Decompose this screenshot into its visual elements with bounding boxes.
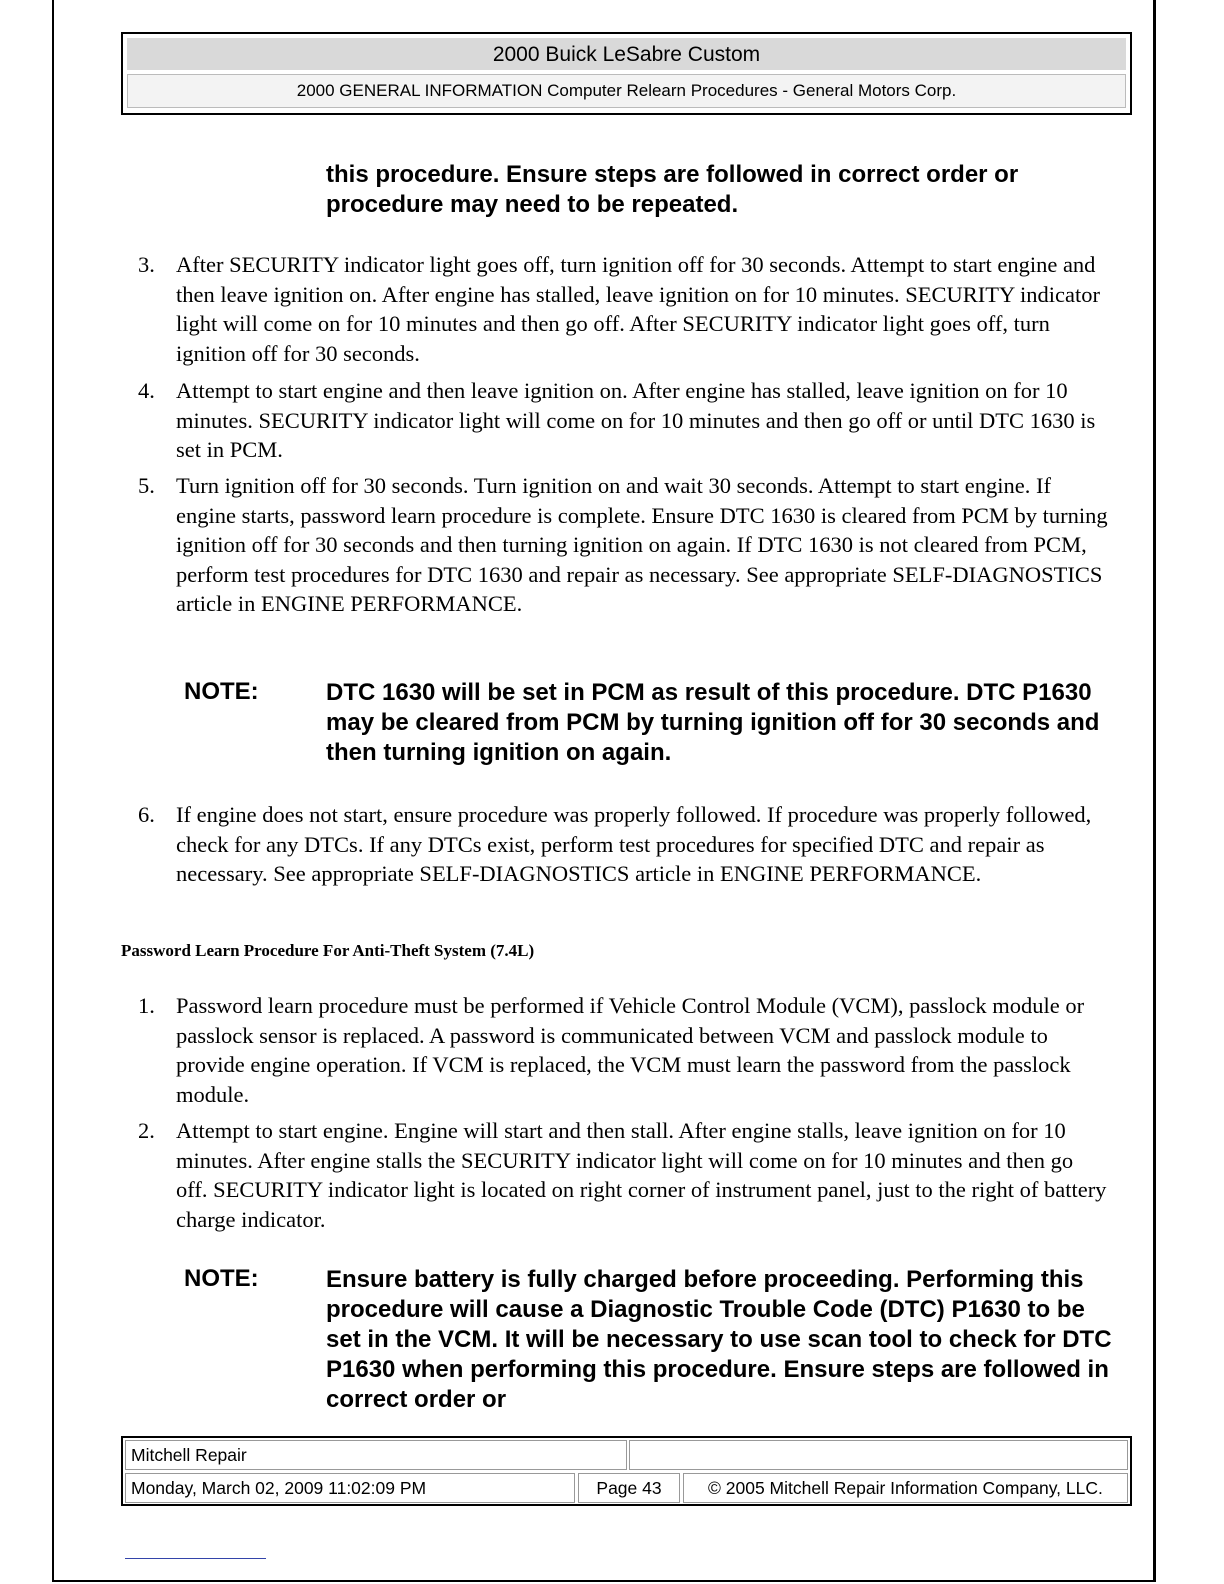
list-item — [138, 991, 1108, 1109]
page-header — [121, 32, 1132, 115]
step-text: Password learn procedure must be performed if Vehicle Control Module (VCM), passlock module or passlock sensor is replaced. A password is communicated between VCM and passlock module to provide engine operation. If VCM is replaced, the VCM must learn the password from the passlock module. — [176, 993, 1085, 1107]
note-text: DTC 1630 will be set in PCM as result of this procedure. DTC P1630 may be cleared from PCM by turning ignition off for 30 seconds and then turning ignition on again. — [326, 679, 1100, 766]
step-text: Attempt to start engine. Engine will start and then stall. After engine stalls, leave ignition on for 10 minutes. After engine stalls the SECURITY indicator light will come on for 10 minutes and then go off. SECURITY indicator light is located on right corner of instrument panel, just to the right of battery charge indicator. — [176, 1118, 1107, 1232]
list-item — [138, 250, 1108, 368]
step-number: 1. — [138, 993, 155, 1018]
step-number: 6. — [138, 802, 155, 827]
note-label: NOTE: — [184, 1265, 259, 1292]
footer-copyright: © 2005 Mitchell Repair Information Company, LLC. — [683, 1473, 1128, 1503]
step-text: Turn ignition off for 30 seconds. Turn ignition on and wait 30 seconds. Attempt to start engine. If engine starts, password learn procedure is complete. Ensure DTC 1630 is cleared from PCM by turning ignition off for 30 seconds and then turning ignition on again. If DTC 1630 is not cleared from PCM, perform test procedures for DTC 1630 and repair as necessary. See appropriate SELF-DIAGNOSTICS article in ENGINE PERFORMANCE. — [176, 473, 1108, 616]
list-item — [138, 471, 1108, 619]
step-number: 4. — [138, 378, 155, 403]
step-number: 3. — [138, 252, 155, 277]
document-subtitle: 2000 GENERAL INFORMATION Computer Relearn Procedures - General Motors Corp. — [127, 74, 1126, 108]
note-label: NOTE: — [184, 678, 259, 705]
list-item — [138, 800, 1108, 889]
note-text: Ensure battery is fully charged before proceeding. Performing this procedure will cause a Diagnostic Trouble Code (DTC) P1630 to be set in the VCM. It will be necessary to use scan tool to check for DTC P1630 when performing this procedure. Ensure steps are followed in correct order or — [326, 1266, 1112, 1413]
footer-company: Mitchell Repair — [125, 1440, 627, 1470]
page-number: Page 43 — [578, 1473, 680, 1503]
step-number: 2. — [138, 1118, 155, 1143]
document-title: 2000 Buick LeSabre Custom — [127, 38, 1126, 70]
step-number: 5. — [138, 473, 155, 498]
section-heading: Password Learn Procedure For Anti-Theft System (7.4L) — [121, 941, 535, 960]
bottom-rule — [125, 1558, 266, 1559]
footer-empty-cell — [629, 1440, 1128, 1470]
step-text: If engine does not start, ensure procedure was properly followed. If procedure was properly followed, check for any DTCs. If any DTCs exist, perform test procedures for specified DTC and repair as necessary. See appropriate SELF-DIAGNOSTICS article in ENGINE PERFORMANCE. — [176, 802, 1092, 886]
list-item — [138, 376, 1108, 465]
page-footer — [121, 1436, 1132, 1506]
step-text: After SECURITY indicator light goes off, turn ignition off for 30 seconds. Attempt to start engine and then leave ignition on. After engine has stalled, leave ignition on for 10 minutes. SECURITY indicator light will come on for 10 minutes and then go off. After SECURITY indicator light goes off, turn ignition off for 30 seconds. — [176, 252, 1100, 366]
list-item — [138, 1116, 1108, 1234]
note-continuation: this procedure. Ensure steps are followed in correct order or procedure may need to be repeated. — [326, 161, 1019, 218]
footer-datetime: Monday, March 02, 2009 11:02:09 PM — [125, 1473, 575, 1503]
step-text: Attempt to start engine and then leave ignition on. After engine has stalled, leave ignition on for 10 minutes. SECURITY indicator light will come on for 10 minutes and then go off or until DTC 1630 is set in PCM. — [176, 378, 1096, 462]
